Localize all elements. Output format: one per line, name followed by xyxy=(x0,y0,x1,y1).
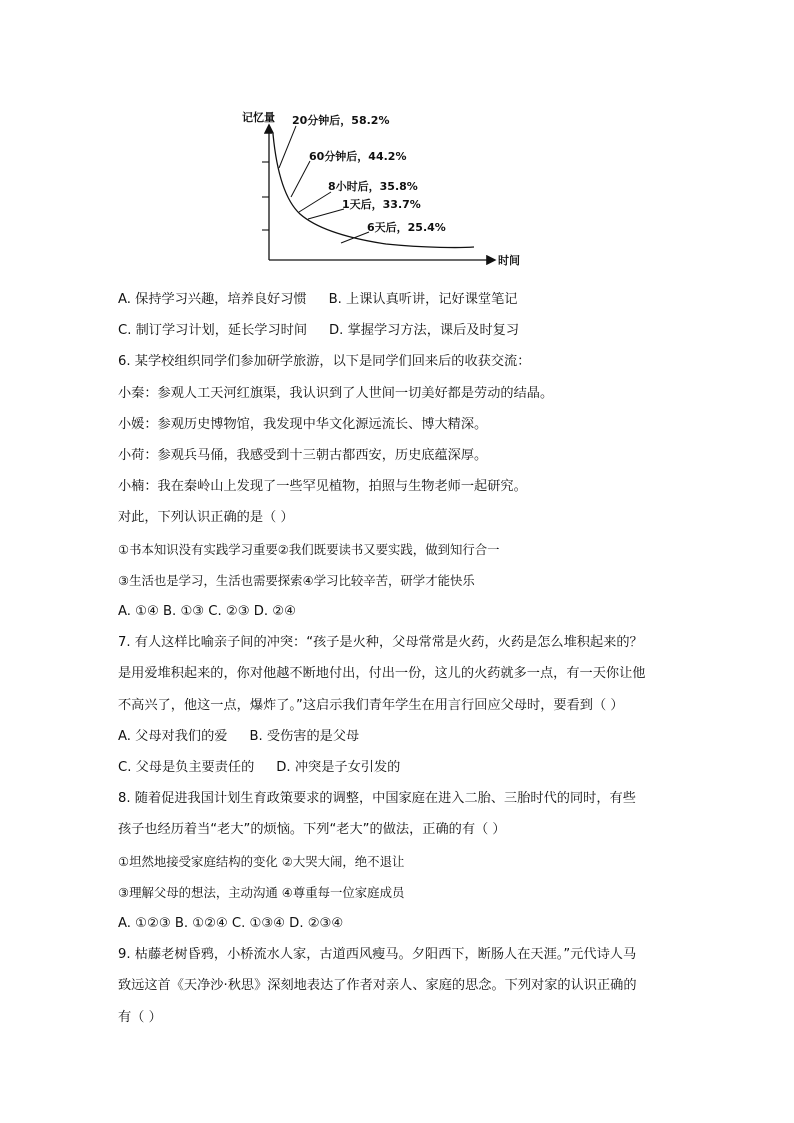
q6-remark: 小楠：我在秦岭山上发现了一些罕见植物，拍照与生物老师一起研究。 xyxy=(118,479,527,495)
annotation-label: 8小时后，35.8% xyxy=(328,180,418,193)
q6-question: 对此，下列认识正确的是（ ） xyxy=(118,510,294,526)
q6-remark: 小媛：参观历史博物馆，我发现中华文化源远流长、博大精深。 xyxy=(118,416,488,432)
annotation-label: 1天后，33.7% xyxy=(342,198,421,211)
q7-option-a: A. 父母对我们的爱 xyxy=(118,728,228,744)
q6-statement: ③生活也是学习，生活也需要探索④学习比较辛苦，研学才能快乐 xyxy=(118,572,475,588)
q7-option-c: C. 父母是负主要责任的 xyxy=(118,760,255,776)
annotation-label: 60分钟后，44.2% xyxy=(309,150,407,163)
q7-option-d: D. 冲突是子女引发的 xyxy=(276,760,401,776)
forgetting-curve-figure xyxy=(236,106,526,272)
q5-option-a: A. 保持学习兴趣，培养良好习惯 xyxy=(118,292,307,307)
q6-statement: ①书本知识没有实践学习重要②我们既要读书又要实践，做到知行合一 xyxy=(118,541,500,557)
q9-stem-line: 9. 枯藤老树昏鸦，小桥流水人家，古道西风瘦马。夕阳西下，断肠人在天涯。”元代诗人马 xyxy=(118,947,637,963)
annotation-leader xyxy=(299,192,331,212)
q8-stem-line: 8. 随着促进我国计划生育政策要求的调整，中国家庭在进入二胎、三胎时代的同时，有些 xyxy=(118,791,636,807)
q8-statement: ①坦然地接受家庭结构的变化 ②大哭大闹，绝不退让 xyxy=(118,853,405,869)
x-axis-label: 时间 xyxy=(498,254,520,267)
annotation-leader xyxy=(279,126,296,168)
q7-stem-line: 不高兴了，他这一点，爆炸了。”这启示我们青年学生在用言行回应父母时，要看到（ ） xyxy=(118,697,624,713)
q5-option-b: B. 上课认真听讲，记好课堂笔记 xyxy=(328,292,518,307)
q5-option-d: D. 掌握学习方法，课后及时复习 xyxy=(329,323,520,339)
question-text xyxy=(118,284,678,1033)
annotation-leader xyxy=(291,161,310,197)
q6-options: A. ①④ B. ①③ C. ②③ D. ②④ xyxy=(118,604,296,620)
q8-statement: ③理解父母的想法，主动沟通 ④尊重每一位家庭成员 xyxy=(118,884,405,900)
annotation-leader xyxy=(341,232,369,243)
annotation-label: 6天后，25.4% xyxy=(367,221,446,234)
q7-option-b: B. 受伤害的是父母 xyxy=(249,728,360,744)
q7-stem-line: 7. 有人这样比喻亲子间的冲突：“孩子是火种，父母常常是火药，火药是怎么堆积起来的？ xyxy=(118,635,643,651)
q7-options-row xyxy=(118,721,678,752)
annotation-leader xyxy=(308,209,344,219)
q9-stem-line: 有（ ） xyxy=(118,1009,162,1025)
annotation-label: 20分钟后，58.2% xyxy=(292,114,390,127)
q8-options: A. ①②③ B. ①②④ C. ①③④ D. ②③④ xyxy=(118,916,344,932)
forgetting-curve-chart xyxy=(236,106,526,272)
q6-stem: 6. 某学校组织同学们参加研学旅游，以下是同学们回来后的收获交流： xyxy=(118,354,531,370)
q5-option-c: C. 制订学习计划，延长学习时间 xyxy=(118,323,308,339)
q5-options-row xyxy=(118,284,678,315)
q8-stem-line: 孩子也经历着当“老大”的烦恼。下列“老大”的做法，正确的有（ ） xyxy=(118,822,506,838)
q7-stem-line: 是用爱堆积起来的，你对他越不断地付出，付出一份，这儿的火药就多一点，有一天你让他 xyxy=(118,666,646,682)
q6-remark: 小秦：参观人工天河红旗渠，我认识到了人世间一切美好都是劳动的结晶。 xyxy=(118,385,554,401)
q5-options-row xyxy=(118,315,678,346)
y-axis-label: 记忆量 xyxy=(242,111,275,124)
q7-options-row xyxy=(118,752,678,783)
q6-remark: 小荷：参观兵马俑，我感受到十三朝古都西安，历史底蕴深厚。 xyxy=(118,448,488,464)
q9-stem-line: 致远这首《天净沙·秋思》深刻地表达了作者对亲人、家庭的思念。下列对家的认识正确的 xyxy=(118,978,637,994)
